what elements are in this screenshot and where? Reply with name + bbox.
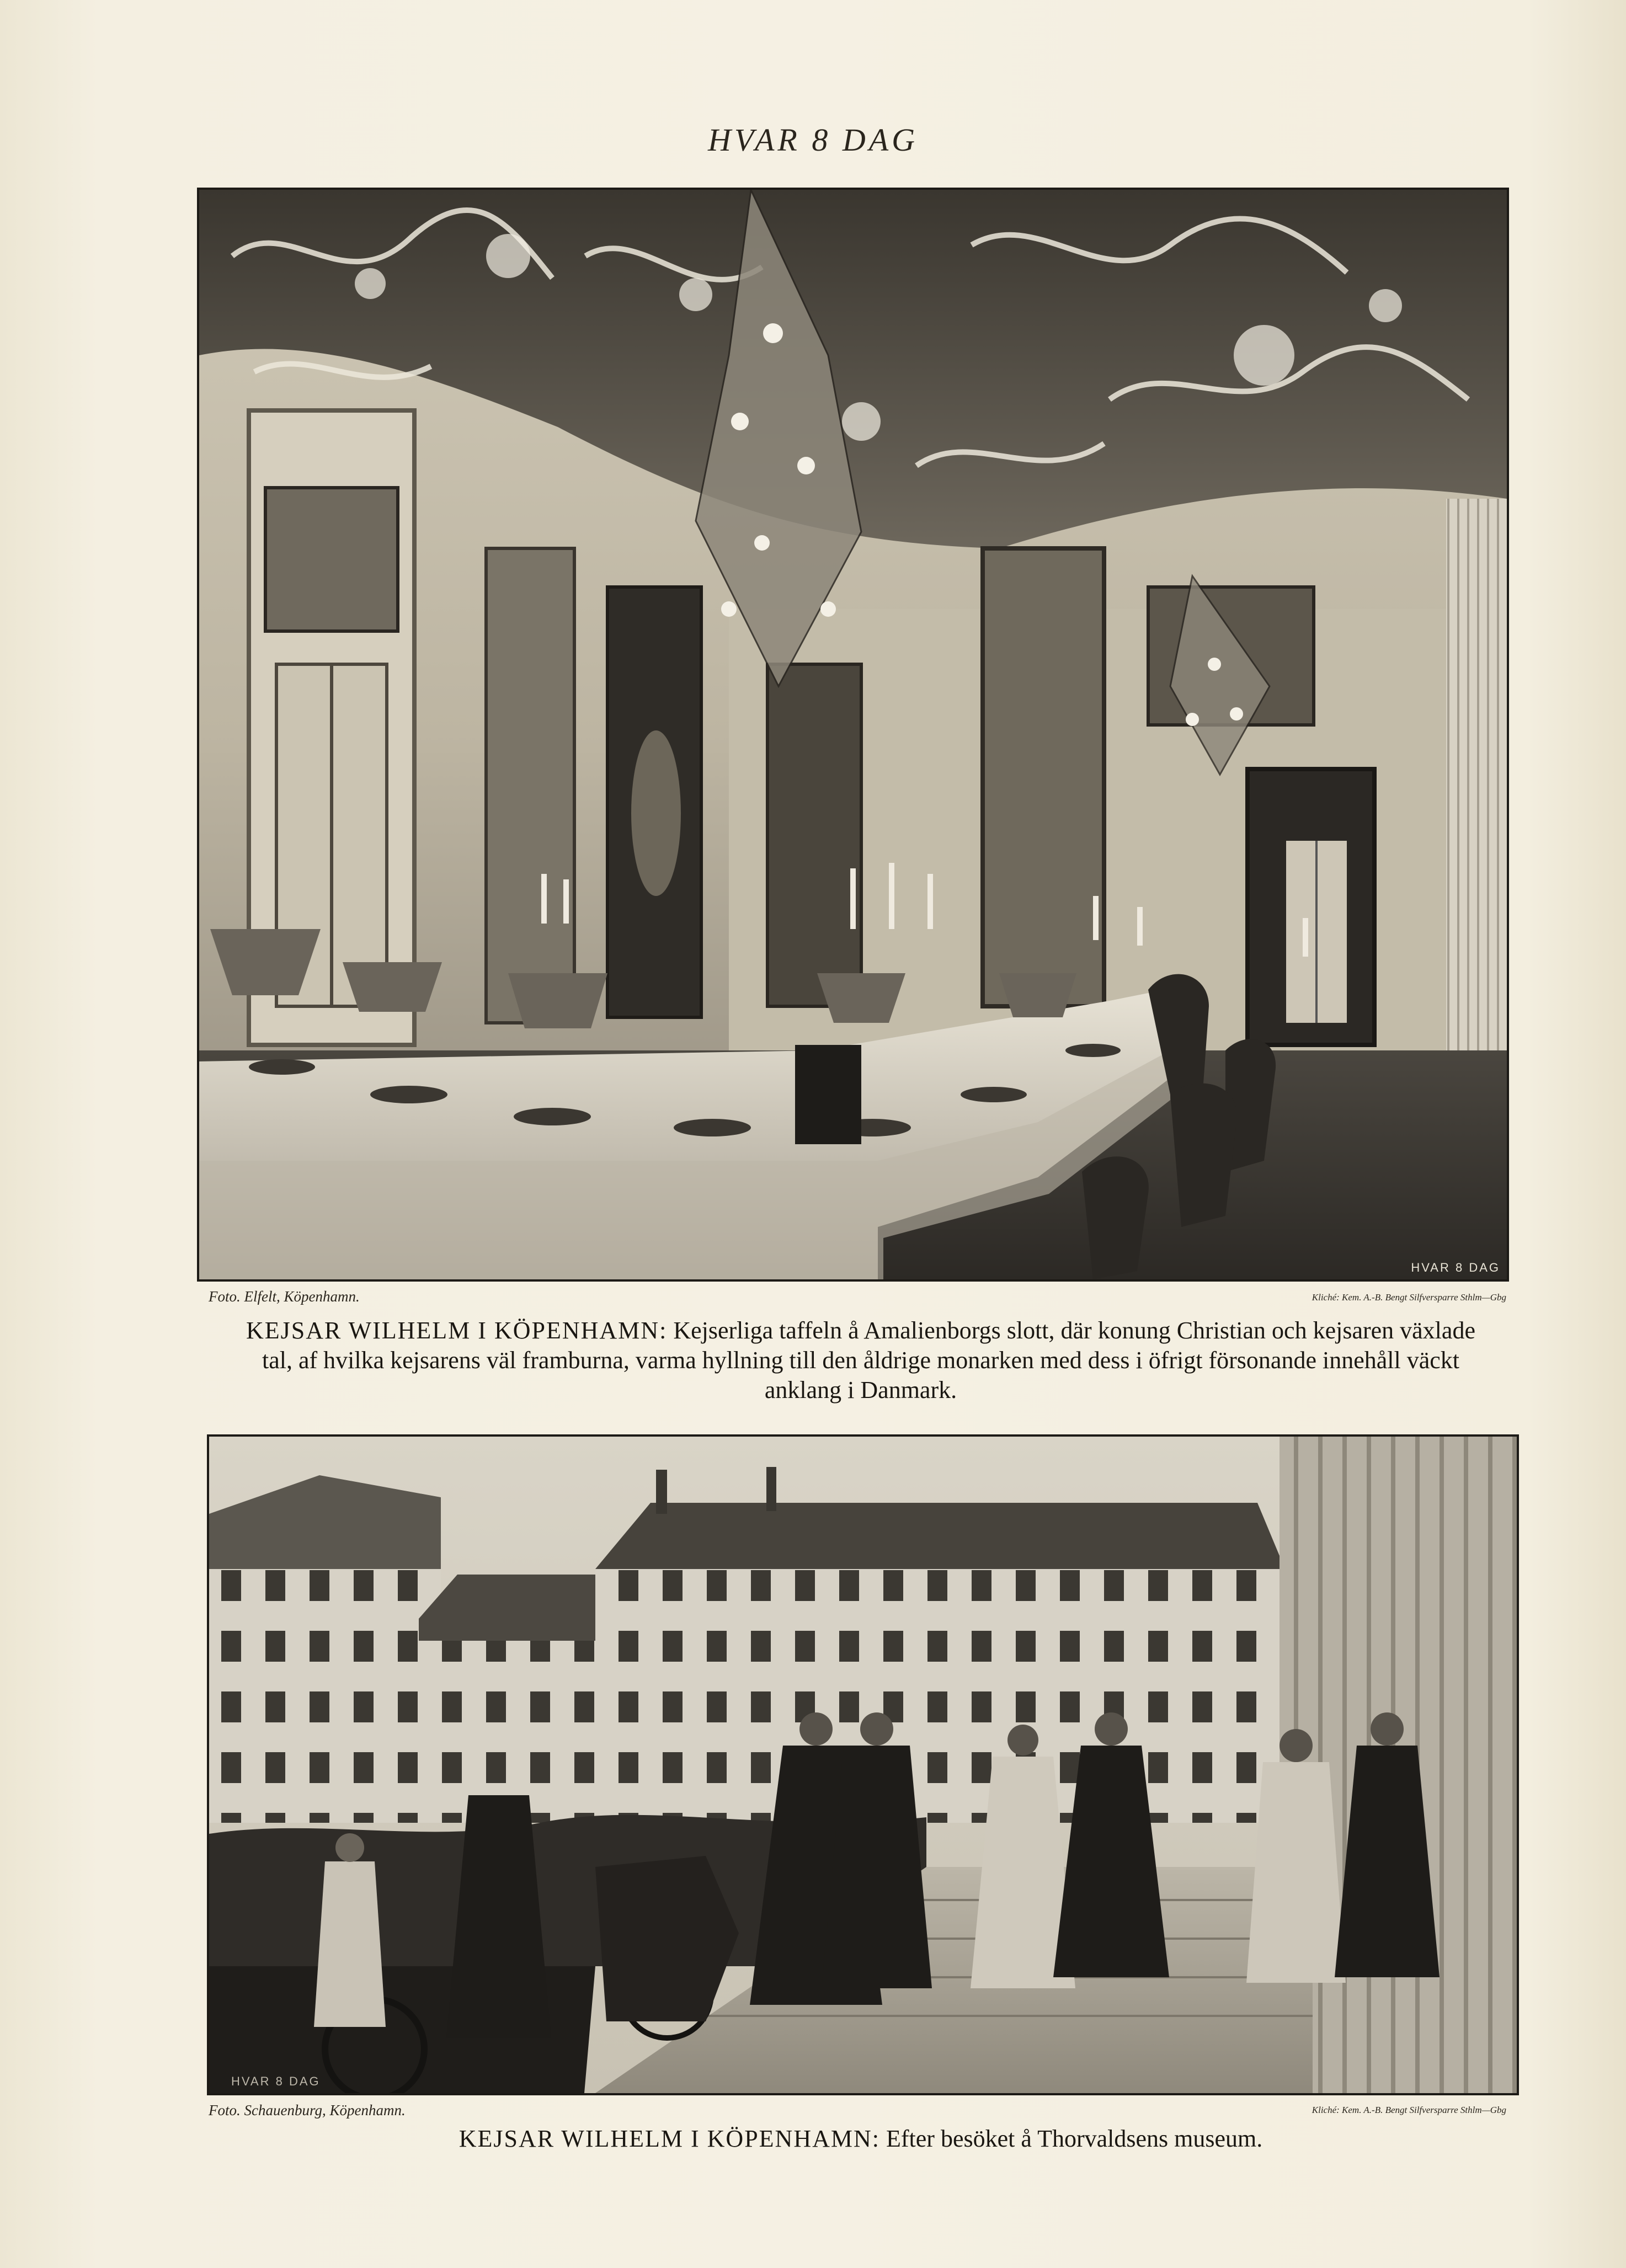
caption-lead: KEJSAR WILHELM I KÖPENHAMN: xyxy=(459,2125,881,2152)
kliche-credit: Kliché: Kem. A.-B. Bengt Silfversparre Sthlm—Gbg xyxy=(1312,1292,1506,1303)
kliche-credit: Kliché: Kem. A.-B. Bengt Silfversparre Sthlm—Gbg xyxy=(1312,2105,1506,2115)
running-head: HVAR 8 DAG xyxy=(707,122,919,158)
photo-credit: Foto. Elfelt, Köpenhamn. xyxy=(209,1288,360,1305)
caption-lead: KEJSAR WILHELM I KÖPENHAMN: xyxy=(246,1317,668,1344)
photo-credit: Foto. Schauenburg, Köpenhamn. xyxy=(209,2102,406,2118)
caption-text: Efter besöket å Thorvaldsens museum. xyxy=(886,2125,1263,2152)
caption-text: Kejserliga taffeln å Amalienborgs slott, där konung Christian och kejsaren växlade tal, af hvilka kejsarens väl framburna, varma hyllning till den åldrige monarken med dess i öfrigt försonande innehåll väckt anklang i Danmark. xyxy=(262,1317,1475,1404)
banquet-hall-photo xyxy=(197,188,1509,1282)
photo-watermark: HVAR 8 DAG xyxy=(231,2074,321,2088)
photo-caption xyxy=(232,1316,1490,1405)
photo-watermark: HVAR 8 DAG xyxy=(1411,1261,1500,1274)
photo-caption xyxy=(232,2124,1490,2154)
street-scene-photo xyxy=(207,1434,1519,2095)
